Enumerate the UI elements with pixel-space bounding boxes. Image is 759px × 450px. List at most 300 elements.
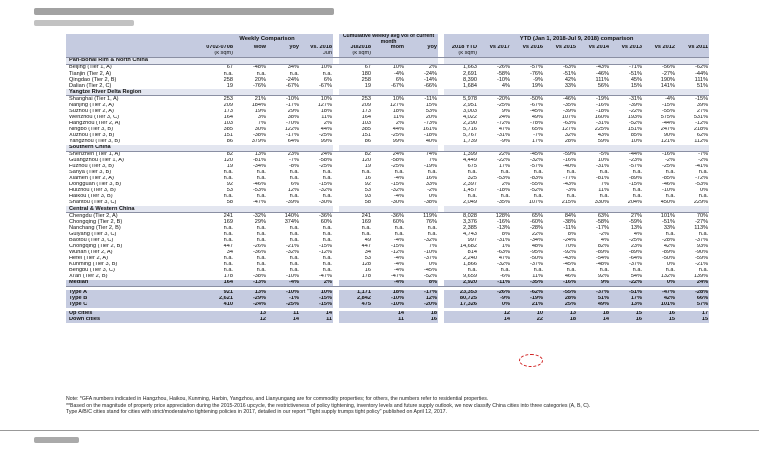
table-cell: 178 <box>223 273 233 280</box>
table-cell: 7% <box>428 157 438 164</box>
table-cell: n.a. <box>566 170 577 176</box>
table-cell: -81% <box>595 176 610 182</box>
table-cell: 11% <box>598 188 610 194</box>
table-cell: n.a. <box>289 237 299 243</box>
table-cell <box>339 317 372 323</box>
table-cell: -78% <box>529 120 544 126</box>
table-cell: 21% <box>511 302 544 308</box>
table-cell: -62% <box>511 290 544 296</box>
table-cell: -11% <box>478 280 511 287</box>
table-cell: 1,457 <box>463 188 478 194</box>
table-cell: n.a. <box>289 71 299 77</box>
table-cell: 2,842 <box>339 296 372 302</box>
table-cell: -15% <box>390 243 404 249</box>
up-down-row <box>66 317 709 323</box>
table-cell: 92 <box>226 182 233 188</box>
table-cell: 1% <box>501 243 511 249</box>
table-cell: n.a. <box>533 170 544 176</box>
table-cell: 4,449 <box>463 157 478 164</box>
table-cell: 90% <box>663 132 676 138</box>
table-cell: -4% <box>372 280 405 287</box>
table-cell: 3,003 <box>463 108 478 114</box>
table-cell: -46% <box>595 71 610 77</box>
table-cell: 34% <box>287 64 299 71</box>
region-name: Southern China <box>66 145 333 152</box>
table-cell: 19% <box>254 108 266 114</box>
table-cell: 10% <box>320 64 332 71</box>
report-subtitle-redacted <box>34 20 134 26</box>
footer-source-redacted <box>34 437 79 443</box>
table-cell: 24% <box>320 151 332 158</box>
table-cell: n.a. <box>427 170 438 176</box>
table-cell: -31% <box>496 237 511 243</box>
table-cell: 6% <box>395 77 404 83</box>
table-cell: -4% <box>394 194 404 200</box>
table-cell: 74% <box>425 151 438 158</box>
table-cell: 101% <box>643 302 676 308</box>
table-cell: 9% <box>577 280 610 287</box>
table-cell: -58% <box>496 71 511 77</box>
table-cell: 1,399 <box>463 151 478 158</box>
column-header: yoy <box>405 45 438 51</box>
table-cell: 11 <box>267 311 300 317</box>
table-cell: -47% <box>643 290 676 296</box>
table-cell: 99% <box>392 138 404 145</box>
table-cell: 111% <box>694 77 709 83</box>
table-cell: -19% <box>511 296 544 302</box>
table-cell: 2,920 <box>444 280 478 287</box>
table-cell: 225% <box>594 126 610 132</box>
table-cell: -67% <box>318 83 332 89</box>
column-header: Jul2018 <box>339 45 372 51</box>
row-label: Chongqing (Tier 2, B) <box>69 219 123 225</box>
row-label: Nanjing (Tier 2, A) <box>69 102 114 108</box>
table-cell: -38% <box>252 273 266 280</box>
table-cell: 258 <box>361 77 371 83</box>
table-cell: -25% <box>661 163 676 170</box>
table-cell: 0% <box>666 261 676 267</box>
table-cell: 7% <box>600 182 610 188</box>
table-cell: 127% <box>561 126 577 132</box>
table-cell: 10% <box>630 138 643 145</box>
region-name: Central & Western China <box>66 206 333 213</box>
table-cell: n.a. <box>322 267 332 273</box>
table-cell: 25% <box>544 302 577 308</box>
table-cell: 14,682 <box>459 243 478 249</box>
weekly-comparison-header: Weekly Comparison <box>201 34 333 45</box>
table-cell: n.a. <box>632 267 643 273</box>
table-cell: -35% <box>511 280 544 287</box>
table-cell: 0% <box>700 188 709 194</box>
table-cell: -67% <box>285 83 299 89</box>
table-cell: 13 <box>544 311 577 317</box>
table-cell: -25% <box>318 163 332 170</box>
row-label: Nanchang (Tier 2, B) <box>69 225 121 231</box>
table-cell: 30% <box>254 126 266 132</box>
table-cell: n.a. <box>698 231 709 237</box>
table-cell: -45% <box>529 151 544 158</box>
table-cell: -92% <box>562 249 577 255</box>
row-label: Tianjin (Tier 2, A) <box>69 71 112 77</box>
table-cell: 180 <box>361 71 371 77</box>
table-cell: -4% <box>394 237 404 243</box>
table-cell: 44% <box>392 126 404 132</box>
table-cell: -47% <box>252 200 266 206</box>
table-cell: -46% <box>661 182 676 188</box>
table-cell: 5,716 <box>463 126 478 132</box>
table-cell: -14% <box>423 77 438 83</box>
table-cell: -66% <box>423 83 438 89</box>
table-cell: -26% <box>252 243 266 249</box>
table-cell: n.a. <box>289 261 299 267</box>
table-cell: -31% <box>628 95 643 102</box>
table-cell: 53 <box>226 188 233 194</box>
table-cell: 10% <box>597 157 610 164</box>
table-cell: -27% <box>661 71 676 77</box>
table-cell: -21% <box>695 261 709 267</box>
table-cell: -9% <box>533 77 544 83</box>
table-cell: 3,376 <box>463 219 478 225</box>
table-cell: 58 <box>364 200 371 206</box>
table-cell: -4% <box>665 95 676 102</box>
table-cell: 86 <box>226 138 233 145</box>
table-cell: 8,028 <box>463 212 478 219</box>
table-cell: 10% <box>392 95 404 102</box>
table-cell: 3% <box>257 114 266 120</box>
unit-cell: (k sqm) <box>444 51 478 58</box>
table-cell: 2,397 <box>463 182 478 188</box>
table-cell: 11% <box>321 114 332 120</box>
table-cell: 28% <box>544 296 577 302</box>
table-cell: 48% <box>531 243 544 249</box>
table-cell: -38% <box>423 200 438 206</box>
table-cell: n.a. <box>223 176 233 182</box>
table-cell: 2,290 <box>463 120 478 126</box>
table-cell: n.a. <box>223 231 233 237</box>
table-cell: 374% <box>284 219 299 225</box>
table-cell: 92% <box>597 273 610 280</box>
table-cell: n.a. <box>322 194 332 200</box>
table-cell: 17% <box>610 296 643 302</box>
table-cell: -30% <box>318 200 332 206</box>
row-label: Haikou (Tier 3, B) <box>69 194 113 200</box>
unit-cell: (k sqm) <box>339 51 372 58</box>
table-cell: n.a. <box>632 194 643 200</box>
table-cell: -19% <box>595 95 610 102</box>
table-cell: -25% <box>496 102 511 108</box>
row-label: Wenzhou (Tier 3, C) <box>69 114 120 120</box>
row-label: Dongguan (Tier 3, B) <box>69 182 122 188</box>
table-cell: -50% <box>529 255 544 261</box>
footer-divider <box>0 430 759 431</box>
table-cell: -4% <box>394 71 404 77</box>
table-cell: -48% <box>252 64 266 71</box>
table-cell: -28% <box>661 237 676 243</box>
table-cell: 19% <box>531 83 544 89</box>
row-label: Hangzhou (Tier 2, A) <box>69 120 121 126</box>
table-cell: 8% <box>501 231 511 237</box>
table-cell: n.a. <box>256 267 266 273</box>
table-cell: -37% <box>529 261 544 267</box>
table-cell: 10 <box>511 311 544 317</box>
table-cell: 128 <box>361 261 371 267</box>
table-cell: 57% <box>676 302 709 308</box>
table-cell: 8% <box>567 231 577 237</box>
table-cell: -89% <box>628 176 643 182</box>
table-cell: 17,326 <box>444 302 478 308</box>
region-header <box>66 58 709 65</box>
table-cell: n.a. <box>533 267 544 273</box>
table-cell: n.a. <box>632 170 643 176</box>
table-cell: -89% <box>595 249 610 255</box>
table-cell: 19 <box>364 83 371 89</box>
table-cell: -13% <box>234 280 267 287</box>
table-cell: -73% <box>423 120 438 126</box>
table-cell: 18 <box>577 311 610 317</box>
table-cell: n.a. <box>361 225 371 231</box>
table-cell: 173 <box>223 108 233 114</box>
table-cell: 14 <box>300 311 333 317</box>
table-cell: -25% <box>318 132 332 138</box>
column-header: vs 2014 <box>577 45 610 51</box>
table-cell: 13% <box>234 290 267 296</box>
table-cell: 173 <box>361 108 371 114</box>
table-cell: 253 <box>223 95 233 102</box>
table-cell: 65% <box>531 212 544 219</box>
row-label: Baotou (Tier 3, C) <box>69 237 114 243</box>
table-cell: -45% <box>423 267 438 273</box>
table-cell <box>444 317 478 323</box>
table-cell: 38% <box>287 114 299 120</box>
table-cell: n.a. <box>394 231 404 237</box>
table-cell: 86 <box>364 138 371 145</box>
table-cell: 164 <box>201 280 234 287</box>
table-cell: 42% <box>564 77 577 83</box>
row-label: Hefei (Tier 2, A) <box>69 255 108 261</box>
column-header: 2018 YTD <box>444 45 478 51</box>
table-cell: -44% <box>628 151 643 158</box>
table-cell: -71% <box>628 64 643 71</box>
table-cell: 93 <box>364 194 371 200</box>
table-cell: -57% <box>529 163 544 170</box>
table-cell: -48% <box>595 261 610 267</box>
table-cell: -20% <box>496 95 511 102</box>
row-label: Shantou (Tier 3, C) <box>69 200 117 206</box>
table-cell: 60% <box>320 219 332 225</box>
table-cell: 28% <box>564 138 577 145</box>
table-cell: -43% <box>562 182 577 188</box>
row-label: Median <box>66 280 201 287</box>
table-cell: -8% <box>289 163 299 170</box>
table-cell: 9,659 <box>463 273 478 280</box>
table-cell: 17% <box>498 163 511 170</box>
table-cell: 121% <box>660 138 676 145</box>
row-label: Suzhou (Tier 2, A) <box>69 108 114 114</box>
table-cell: -67% <box>529 102 544 108</box>
table-cell: 14 <box>267 317 300 323</box>
table-cell: n.a. <box>223 71 233 77</box>
table-cell: 99% <box>320 138 332 145</box>
table-cell: n.a. <box>223 225 233 231</box>
table-cell: -32% <box>529 157 544 164</box>
column-header: yoy <box>267 45 300 51</box>
column-header: vs 2013 <box>610 45 643 51</box>
table-cell: n.a. <box>500 267 511 273</box>
table-cell: n.a. <box>566 194 577 200</box>
table-cell: -37% <box>423 255 438 261</box>
table-cell: 8% <box>405 280 438 287</box>
table-cell: -57% <box>628 163 643 170</box>
table-cell: 4% <box>633 231 643 237</box>
note-3: Type A/B/C cities stand for cities with strict/moderate/no tightening policies in 2017, detailed in our report "Tight supply trumps tight policy" published on April 12, 2017. <box>66 409 447 416</box>
table-cell: -46% <box>562 95 577 102</box>
table-cell: 53% <box>425 108 438 114</box>
table-cell: n.a. <box>427 225 438 231</box>
table-cell: 82% <box>597 243 610 249</box>
table-cell: 253 <box>361 95 371 102</box>
table-cell: 2,240 <box>463 255 478 261</box>
table-cell: 103 <box>361 120 371 126</box>
table-cell: -90% <box>695 249 709 255</box>
table-cell: 18 <box>405 311 438 317</box>
table-cell: 18% <box>392 108 404 114</box>
table-cell: -24% <box>234 302 267 308</box>
table-cell: -77% <box>562 176 577 182</box>
table-cell: 1,739 <box>463 138 478 145</box>
table-cell: 22 <box>511 317 544 323</box>
table-cell: 675 <box>467 163 478 170</box>
column-header: vs 2011 <box>676 45 709 51</box>
table-cell: 0% <box>478 302 511 308</box>
table-cell: 215% <box>561 200 577 206</box>
table-cell: 18 <box>544 317 577 323</box>
table-cell: 7% <box>428 243 438 249</box>
table-cell: 5,767 <box>463 132 478 138</box>
table-cell: 475 <box>339 302 372 308</box>
table-cell: 132% <box>660 273 676 280</box>
table-cell: -53% <box>695 182 709 188</box>
table-cell: -2% <box>665 157 676 164</box>
table-cell: -32% <box>252 212 266 219</box>
table-cell: -59% <box>695 255 709 261</box>
table-cell: 34 <box>226 249 233 255</box>
table-cell: n.a. <box>256 261 266 267</box>
table-cell: -70% <box>285 120 299 126</box>
ytd-header: YTD (Jan 1, 2018-Jul 9, 2018) comparison <box>444 34 709 45</box>
table-cell: n.a. <box>322 231 332 237</box>
table-cell: -38% <box>252 132 266 138</box>
table-cell: -4% <box>394 267 404 273</box>
table-cell: 119% <box>423 212 438 219</box>
table-cell: 19 <box>364 163 371 170</box>
row-label: Shanghai (Tier 1, A) <box>69 95 119 102</box>
table-cell: -38% <box>562 219 577 225</box>
table-cell: 164 <box>223 114 233 120</box>
table-cell: 575% <box>660 114 676 120</box>
table-cell: 93% <box>696 243 709 249</box>
table-cell: -76% <box>252 83 266 89</box>
table-cell: -1% <box>267 296 300 302</box>
table-cell: 2% <box>300 280 333 287</box>
table-cell: 53 <box>364 255 371 261</box>
table-cell: -32% <box>496 261 511 267</box>
table-cell: 447 <box>223 243 233 249</box>
table-cell: -55% <box>544 290 577 296</box>
table-cell: -26% <box>478 290 511 296</box>
table-cell: n.a. <box>467 267 478 273</box>
table-cell: 120 <box>223 157 233 164</box>
table-cell: -31% <box>595 163 610 170</box>
table-cell: 9% <box>501 108 511 114</box>
table-cell: 59% <box>597 138 610 145</box>
table-cell: 0% <box>643 280 676 287</box>
table-cell: 161% <box>422 126 438 132</box>
table-cell: -7% <box>698 151 709 158</box>
table-cell: 18% <box>320 108 332 114</box>
table-cell: -25% <box>628 237 643 243</box>
table-cell: 247% <box>660 126 676 132</box>
row-label: Huizhou (Tier 3, B) <box>69 188 116 194</box>
table-cell: 12% <box>405 296 438 302</box>
table-cell: -28% <box>676 290 709 296</box>
table-cell: 385 <box>223 126 233 132</box>
table-cell: n.a. <box>427 231 438 237</box>
table-cell: 128% <box>495 212 511 219</box>
table-cell: 56% <box>597 83 610 89</box>
table-cell: -24% <box>285 77 299 83</box>
table-cell: 11% <box>393 114 404 120</box>
table-cell: 82 <box>226 151 233 158</box>
table-cell: 13% <box>610 302 643 308</box>
unit-cell: (k sqm) <box>201 51 234 58</box>
column-header: vs 2012 <box>643 45 676 51</box>
row-label: Chengdu (Tier 2, A) <box>69 212 118 219</box>
row-label: Shenzhen (Tier 1, A) <box>69 151 121 158</box>
table-cell: n.a. <box>599 194 610 200</box>
table-cell: n.a. <box>394 170 404 176</box>
table-cell: -55% <box>529 182 544 188</box>
table-cell: -2% <box>427 188 438 194</box>
table-cell: 20% <box>254 77 266 83</box>
table-cell: 15 <box>643 317 676 323</box>
table-cell: -4% <box>394 255 404 261</box>
table-cell: -72% <box>496 120 511 126</box>
table-cell: 51% <box>696 83 709 89</box>
table-cell: -2% <box>599 231 610 237</box>
table-cell: 33% <box>663 225 676 231</box>
table-cell: -52% <box>423 273 438 280</box>
table-cell: 10% <box>392 64 404 71</box>
table-cell: -26% <box>496 64 511 71</box>
row-label: Up cities <box>66 311 201 317</box>
table-cell: -44% <box>661 120 676 126</box>
table-cell: n.a. <box>256 176 266 182</box>
table-cell: -36% <box>318 212 332 219</box>
table-cell: -32% <box>423 237 438 243</box>
table-cell: 33% <box>564 83 577 89</box>
row-label: Kunming (Tier 3, B) <box>69 261 118 267</box>
table-cell: 63% <box>597 212 610 219</box>
table-cell: n.a. <box>256 194 266 200</box>
table-cell: -58% <box>318 157 332 164</box>
table-cell: -10% <box>423 249 438 255</box>
table-cell: n.a. <box>289 176 299 182</box>
table-cell: -10% <box>372 296 405 302</box>
table-cell: 4,743 <box>463 231 478 237</box>
table-cell: -16% <box>595 102 610 108</box>
table-cell: -15% <box>390 182 404 188</box>
table-cell: 13 <box>234 311 267 317</box>
